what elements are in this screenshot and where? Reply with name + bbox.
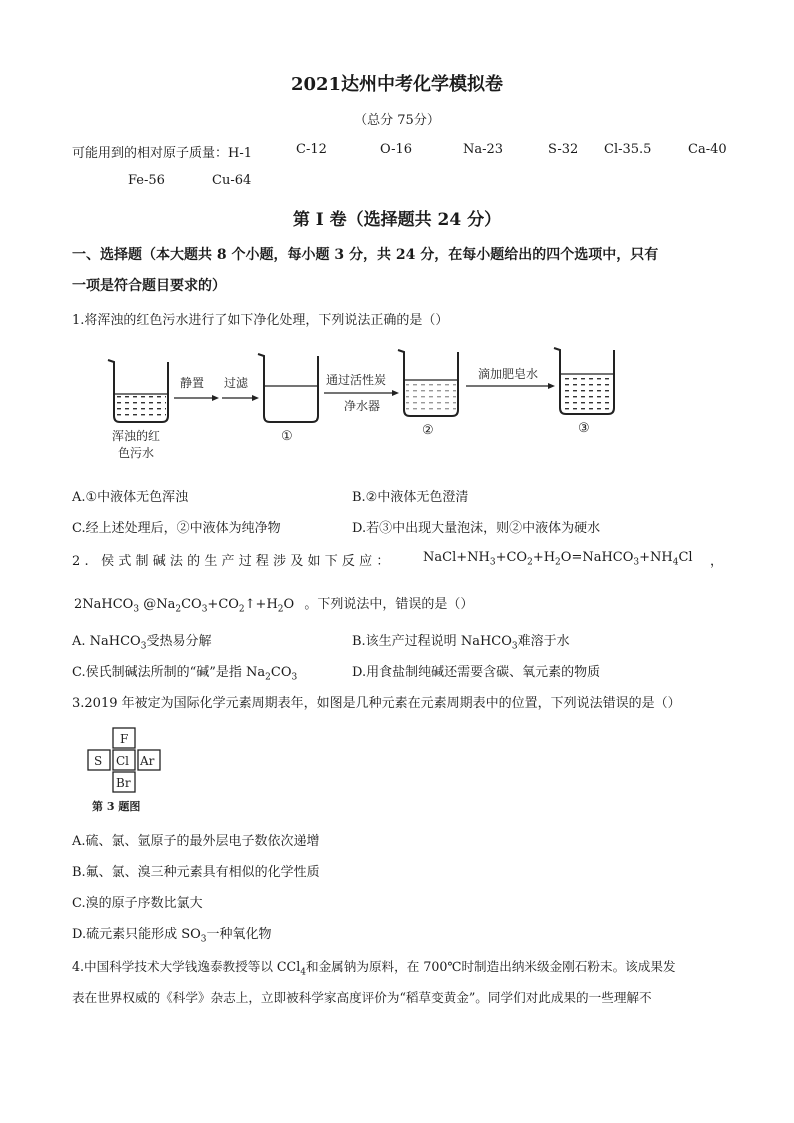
q2-stem-suffix: 。下列说法中，错误的是（） (304, 597, 474, 612)
q2-equation-2: 2NaHCO$_3$ $@Na_2CO_3+CO_2↑+H_2O$ (74, 597, 295, 615)
source-label-2: 色污水 (118, 446, 155, 460)
atomic-masses-row (72, 142, 732, 160)
step-carbon-label-2: 净水器 (344, 399, 381, 413)
q1-stem: 1.将浑浊的红色污水进行了如下净化处理，下列说法正确的是（） (72, 313, 449, 328)
atomic-mass-fe: Fe-56 (128, 173, 165, 188)
atomic-mass-o: O-16 (380, 142, 413, 157)
atomic-masses-label: 可能用到的相对原子质量：H-1 (72, 146, 253, 161)
q3-option-c: C.溴的原子序数比氯大 (72, 896, 203, 911)
element-f: F (120, 732, 129, 746)
section-heading-line-2: 一项是符合题目要求的） (72, 278, 226, 294)
q3-option-a: A.硫、氯、氩原子的最外层电子数依次递增 (72, 834, 320, 849)
step-soap-label: 滴加肥皂水 (478, 367, 539, 381)
total-score: （总分 75分） (354, 113, 440, 128)
q1-purification-figure (100, 340, 720, 470)
q2-option-d: D.用食盐制纯碱还需要含碳、氧元素的物质 (352, 665, 601, 680)
atomic-mass-s: S-32 (548, 142, 579, 157)
element-cl: Cl (116, 754, 130, 768)
q2-stem-comma: ， (710, 554, 724, 569)
exam-title: 2021达州中考化学模拟卷 (290, 74, 504, 95)
section-heading-line-1: 一、选择题（本大题共 8 个小题，每小题 3 分，共 24 分，在每小题给出的四个选项中，只有 (72, 247, 659, 263)
q3-option-b: B.氟、氯、溴三种元素具有相似的化学性质 (72, 865, 320, 880)
q2-stem-line-2 (74, 593, 474, 615)
q3-figure-caption: 第 3 题图 (92, 800, 141, 813)
q2-option-c: C.侯氏制碱法所制的“碱”是指 $Na_2CO_3$ (72, 665, 298, 683)
q3-periodic-table-figure (82, 726, 172, 818)
q4-stem-line-2: 表在世界权威的《科学》杂志上，立即被科学家高度评价为“稻草变黄金”。同学们对此成果的一些理解不 (72, 990, 652, 1005)
step-filter-label: 过滤 (224, 376, 249, 390)
atomic-mass-c: C-12 (296, 142, 327, 157)
q2-stem-line-1 (72, 550, 394, 569)
atomic-mass-ca: Ca-40 (688, 142, 727, 157)
q2-option-a: A. NaHCO$_3$受热易分解 (72, 634, 212, 652)
beaker-2 (398, 350, 458, 416)
section-title: 第 I 卷（选择题共 24 分） (292, 210, 502, 230)
step-carbon-label: 通过活性炭 (326, 373, 387, 387)
atomic-mass-cu: Cu-64 (212, 173, 252, 188)
q2-option-b: B.该生产过程说明 NaHCO$_3$难溶于水 (352, 634, 570, 652)
source-label-1: 浑浊的红 (112, 429, 161, 443)
atomic-masses-row-2 (0, 173, 794, 191)
q1-option-a: A.①中液体无色浑浊 (72, 490, 189, 505)
beaker-1-label: ① (281, 429, 293, 444)
atomic-mass-cl: Cl-35.5 (604, 142, 652, 157)
step-settle-label: 静置 (180, 376, 205, 390)
beaker-3 (554, 348, 614, 414)
q1-option-d: D.若③中出现大量泡沫，则②中液体为硬水 (352, 521, 601, 536)
element-s: S (94, 754, 103, 768)
q1-option-b: B.②中液体无色澄清 (352, 490, 469, 505)
q2-equation-1: $NaCl+NH_3+CO_2+H_2O=NaHCO_3+NH_4Cl$ (423, 550, 693, 568)
q4-stem-line-1: 4.中国科学技术大学钱逸泰教授等以 CCl$_4$和金属钠为原料，在 700℃时制造出纳米级金刚石粉末。该成果发 (72, 959, 676, 978)
beaker-1 (258, 354, 318, 422)
q2-stem-prefix: 2. 侯式制碱法的生产过程涉及如下反应： (72, 554, 394, 569)
q3-option-d: D.硫元素只能形成 $SO_3$一种氧化物 (72, 927, 272, 945)
source-beaker (108, 360, 168, 422)
q1-option-c: C.经上述处理后，②中液体为纯净物 (72, 521, 281, 536)
atomic-mass-na: Na-23 (463, 142, 504, 157)
element-br: Br (116, 776, 131, 790)
beaker-3-label: ③ (578, 421, 590, 436)
beaker-2-label: ② (422, 423, 434, 438)
element-ar: Ar (140, 754, 155, 768)
q3-stem: 3.2019 年被定为国际化学元素周期表年，如图是几种元素在元素周期表中的位置，下列说法错误的是（） (72, 696, 681, 711)
